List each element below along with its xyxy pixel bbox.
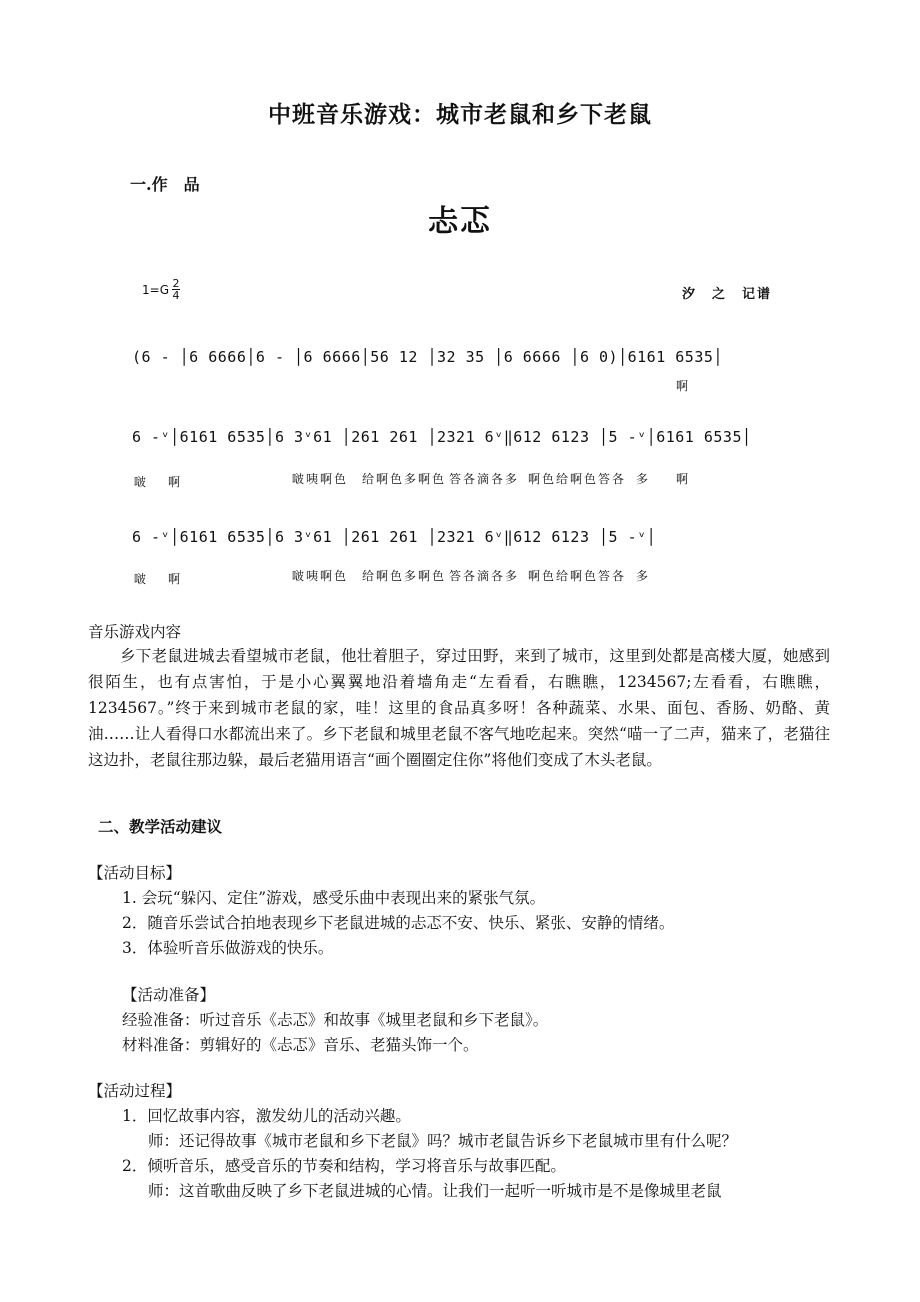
- section-2-heading: 二、教学活动建议: [98, 817, 223, 836]
- arranger-credit: 汐 之 记谱: [682, 287, 773, 302]
- time-signature: [172, 278, 180, 301]
- goal-item: 3．体验听音乐做游戏的快乐。: [122, 939, 334, 957]
- goals-heading: 【活动目标】: [88, 864, 182, 882]
- lyric: 答各滴各多: [449, 569, 520, 583]
- process-dialogue: 师：这首歌曲反映了乡下老鼠进城的心情。让我们一起听一听城市是不是像城里老鼠: [148, 1182, 722, 1200]
- lyric: 多: [636, 569, 651, 583]
- lyric: 啵咦啊色: [292, 569, 349, 583]
- song-title: 忐忑: [428, 204, 492, 239]
- lyric: 啊色给啊色答各: [528, 569, 627, 583]
- lyric: 啊: [168, 475, 183, 489]
- score-row-3-notes: 6 -ᵛ│6161 6535│6 3ᵛ61 │261 261 │2321 6ᵛ‖612 6123 │5 -ᵛ│: [132, 528, 657, 546]
- lyric: 答各滴各多: [449, 472, 520, 486]
- key-signature: [142, 278, 180, 301]
- goal-item: 1. 会玩“躲闪、定住”游戏，感受乐曲中表现出来的紧张气氛。: [122, 889, 546, 907]
- lyric: 啵咦啊色: [292, 472, 349, 486]
- section-1-heading: 一.作 品: [130, 175, 200, 194]
- time-top: 2: [172, 277, 180, 290]
- prep-heading: 【活动准备】: [122, 986, 216, 1004]
- prep-item: 经验准备：听过音乐《忐忑》和故事《城里老鼠和乡下老鼠》。: [122, 1011, 549, 1029]
- process-step: 2．倾听音乐，感受音乐的节奏和结构，学习将音乐与故事匹配。: [122, 1157, 566, 1175]
- score-row-2-notes: 6 -ᵛ│6161 6535│6 3ᵛ61 │261 261 │2321 6ᵛ‖612 6123 │5 -ᵛ│6161 6535│: [132, 428, 752, 446]
- lyric: 啊: [168, 572, 183, 586]
- lyric: 多: [636, 472, 651, 486]
- lyric: 啵: [134, 572, 149, 586]
- content-heading: 音乐游戏内容: [88, 623, 182, 641]
- lyric: 啊: [676, 472, 691, 486]
- goal-item: 2．随音乐尝试合拍地表现乡下老鼠进城的忐忑不安、快乐、紧张、安静的情绪。: [122, 914, 675, 932]
- process-step: 1．回忆故事内容，激发幼儿的活动兴趣。: [122, 1107, 411, 1125]
- key-label: 1=G: [142, 282, 169, 297]
- lyric: 给啊色多啊色: [362, 472, 447, 486]
- prep-item: 材料准备：剪辑好的《忐忑》音乐、老猫头饰一个。: [122, 1036, 479, 1054]
- page-title: 中班音乐游戏：城市老鼠和乡下老鼠: [268, 101, 652, 128]
- lyric: 啊: [676, 379, 691, 393]
- lyric: 给啊色多啊色: [362, 569, 447, 583]
- time-bottom: 4: [172, 289, 180, 302]
- story-paragraph: 乡下老鼠进城去看望城市老鼠，他壮着胆子，穿过田野，来到了城市，这里到处都是高楼大厦，她感到很陌生，也有点害怕，于是小心翼翼地沿着墙角走“左看看，右瞧瞧，1234567;左看看，右瞧瞧，1234567。”终于来到城市老鼠的家，哇！这里的食品真多呀！各种蔬菜、水果、面包、香肠、奶酪、黄油……让人看得口水都流出来了。乡下老鼠和城里老鼠不客气地吃起来。突然“喵一了二声，猫来了，老猫往这边扑，老鼠往那边躲，最后老猫用语言“画个圈圈定住你”将他们变成了木头老鼠。: [88, 647, 830, 769]
- process-heading: 【活动过程】: [88, 1082, 182, 1100]
- lyric: 啵: [134, 475, 149, 489]
- lyric: 啊色给啊色答各: [528, 472, 627, 486]
- score-row-1-notes: (6 - │6 6666│6 - │6 6666│56 12 │32 35 │6 6666 │6 0)│6161 6535│: [132, 348, 723, 366]
- process-dialogue: 师：还记得故事《城市老鼠和乡下老鼠》吗？城市老鼠告诉乡下老鼠城市里有什么呢？: [148, 1132, 738, 1150]
